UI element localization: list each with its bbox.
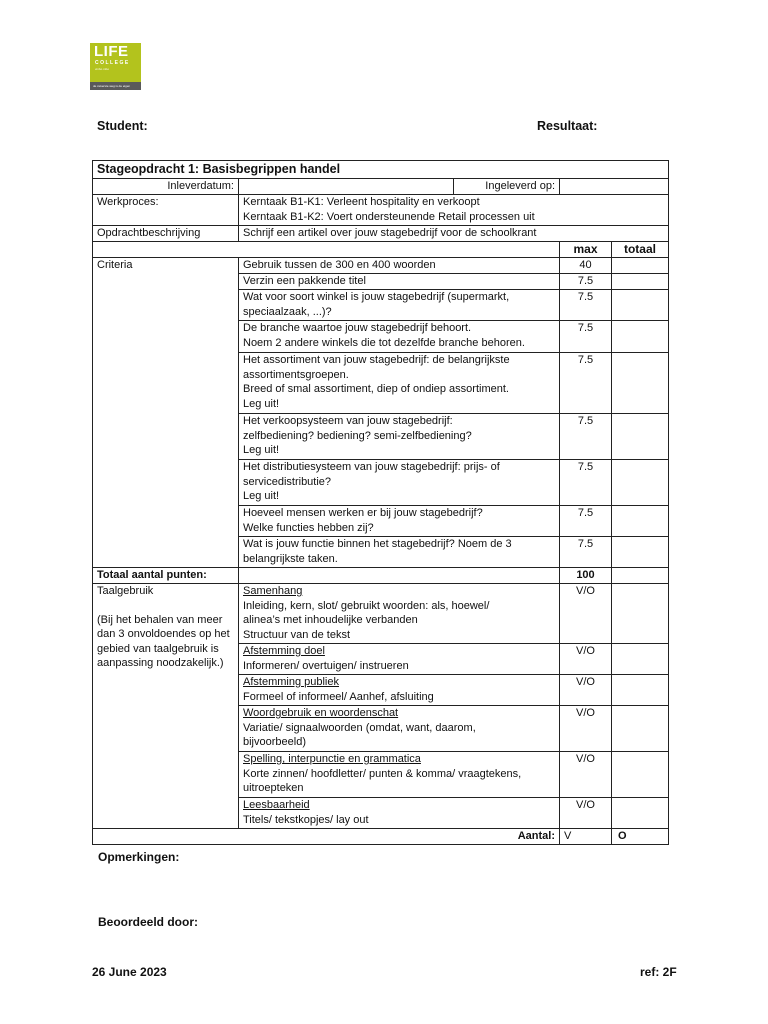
criteria-max: 40 [560, 258, 612, 274]
criteria-score-field[interactable] [612, 290, 669, 321]
taalgebruik-cell [93, 584, 239, 829]
taal-score: V/O [560, 752, 612, 798]
taal-criterion [239, 706, 560, 752]
taal-criterion-line: Variatie/ signaalwoorden (omdat, want, daarom, [243, 721, 476, 734]
taal-score-field[interactable] [612, 706, 669, 752]
taal-score-field[interactable] [612, 752, 669, 798]
taalgebruik-note: (Bij het behalen van meer dan 3 onvoldoendes op het gebied van taalgebruik is aanpassing noodzakelijk.) [97, 613, 230, 669]
criteria-text [239, 460, 560, 506]
criteria-line: Welke functies hebben zij? [243, 521, 374, 534]
taal-score: V/O [560, 798, 612, 829]
werkproces-label: Werkproces: [93, 195, 239, 226]
taal-criterion-line: Structuur van de tekst [243, 628, 350, 641]
taal-score-field[interactable] [612, 584, 669, 644]
criteria-text [239, 353, 560, 414]
logo-text-sub: vmbo mbo [95, 67, 110, 71]
taal-criterion-title: Afstemming doel [243, 645, 325, 657]
criteria-line: Het verkoopsysteem van jouw stagebedrijf: [243, 415, 453, 427]
opdracht-label: Opdrachtbeschrijving [93, 226, 239, 242]
criteria-text [239, 506, 560, 537]
taal-score: V/O [560, 644, 612, 675]
criteria-label: Criteria [93, 258, 239, 568]
criteria-line: assortimentsgroepen. [243, 368, 349, 381]
logo-tagline-bar [90, 82, 141, 90]
total-max: 100 [560, 568, 612, 584]
werkproces-line: Kerntaak B1-K1: Verleent hospitality en verkoopt [243, 196, 480, 208]
logo-tagline: de zekerste weg is de eigen [93, 84, 131, 88]
col-totaal-header: totaal [612, 242, 669, 258]
criteria-score-field[interactable] [612, 353, 669, 414]
criteria-line: zelfbediening? bediening? semi-zelfbediening? [243, 429, 472, 442]
criteria-line: Het distributiesysteem van jouw stagebedrijf: prijs- of [243, 461, 500, 473]
criteria-score-field[interactable] [612, 321, 669, 353]
taal-score: V/O [560, 675, 612, 706]
criteria-line: Noem 2 andere winkels die tot dezelfde branche behoren. [243, 336, 525, 349]
assessment-form-table [92, 160, 669, 845]
aantal-label: Aantal: [93, 829, 560, 845]
taal-criterion-title: Spelling, interpunctie en grammatica [243, 753, 421, 765]
werkproces-value [239, 195, 669, 226]
inleverdatum-label: Inleverdatum: [93, 179, 239, 195]
taal-criterion-line: uitroepteken [243, 782, 304, 794]
criteria-text [239, 290, 560, 321]
taal-criterion [239, 644, 560, 675]
opmerkingen-label: Opmerkingen: [98, 850, 180, 864]
taal-criterion-title: Leesbaarheid [243, 799, 310, 811]
criteria-line: Het assortiment van jouw stagebedrijf: de belangrijkste [243, 354, 510, 366]
taal-criterion [239, 798, 560, 829]
student-label: Student: [97, 119, 148, 133]
criteria-line: Leg uit! [243, 397, 280, 410]
criteria-max: 7.5 [560, 537, 612, 568]
criteria-score-field[interactable] [612, 258, 669, 274]
taal-criterion-line: bijvoorbeeld) [243, 736, 306, 748]
criteria-score-field[interactable] [612, 537, 669, 568]
inleverdatum-field[interactable] [239, 179, 454, 195]
criteria-text [239, 321, 560, 353]
taal-criterion [239, 675, 560, 706]
taal-score-field[interactable] [612, 644, 669, 675]
taalgebruik-label: Taalgebruik [97, 585, 154, 597]
criteria-line: Wat voor soort winkel is jouw stagebedrijf (supermarkt, [243, 291, 510, 303]
beoordeeld-label: Beoordeeld door: [98, 915, 199, 929]
taal-criterion-line: Inleiding, kern, slot/ gebruikt woorden: als, hoewel/ [243, 599, 490, 612]
form-title: Stageopdracht 1: Basisbegrippen handel [93, 161, 669, 179]
opdracht-value: Schrijf een artikel over jouw stagebedrijf voor de schoolkrant [239, 226, 669, 242]
criteria-text [239, 274, 560, 290]
criteria-text [239, 537, 560, 568]
footer-date: 26 June 2023 [92, 965, 167, 979]
taal-score: V/O [560, 584, 612, 644]
taal-criterion-line: alinea’s met inhoudelijke verbanden [243, 614, 418, 626]
criteria-line: belangrijkste taken. [243, 552, 338, 565]
criteria-line: Verzin een pakkende titel [243, 275, 366, 287]
criteria-line: speciaalzaak, ...)? [243, 305, 332, 318]
aantal-o: O [612, 829, 669, 845]
aantal-v: V [560, 829, 612, 845]
taal-criterion [239, 584, 560, 644]
total-spacer [239, 568, 560, 584]
werkproces-line: Kerntaak B1-K2: Voert ondersteunende Retail processen uit [243, 210, 535, 223]
criteria-max: 7.5 [560, 321, 612, 353]
logo-text-college: COLLEGE [95, 60, 130, 66]
total-score-field[interactable] [612, 568, 669, 584]
taal-score: V/O [560, 706, 612, 752]
criteria-line: Hoeveel mensen werken er bij jouw stagebedrijf? [243, 507, 483, 519]
criteria-line: Gebruik tussen de 300 en 400 woorden [243, 259, 436, 271]
criteria-max: 7.5 [560, 274, 612, 290]
life-college-logo [90, 43, 141, 90]
criteria-line: Wat is jouw functie binnen het stagebedrijf? Noem de 3 [243, 538, 512, 550]
criteria-score-field[interactable] [612, 506, 669, 537]
taal-criterion-line: Formeel of informeel/ Aanhef, afsluiting [243, 690, 434, 703]
criteria-max: 7.5 [560, 460, 612, 506]
criteria-line: De branche waartoe jouw stagebedrijf behoort. [243, 322, 472, 334]
criteria-line: Leg uit! [243, 490, 280, 502]
taal-criterion-line: Korte zinnen/ hoofdletter/ punten & komma/ vraagtekens, [243, 767, 522, 780]
ingeleverd-label: Ingeleverd op: [454, 179, 560, 195]
taal-criterion-line: Titels/ tekstkopjes/ lay out [243, 813, 369, 826]
taal-criterion-title: Samenhang [243, 585, 303, 597]
taal-score-field[interactable] [612, 675, 669, 706]
ingeleverd-field[interactable] [560, 179, 669, 195]
footer-ref: ref: 2F [640, 965, 677, 979]
criteria-score-field[interactable] [612, 460, 669, 506]
criteria-text [239, 414, 560, 460]
criteria-score-field[interactable] [612, 414, 669, 460]
criteria-max: 7.5 [560, 506, 612, 537]
criteria-line: servicedistributie? [243, 475, 332, 488]
criteria-max: 7.5 [560, 290, 612, 321]
criteria-text [239, 258, 560, 274]
criteria-score-field[interactable] [612, 274, 669, 290]
taal-criterion-title: Afstemming publiek [243, 676, 339, 688]
criteria-max: 7.5 [560, 353, 612, 414]
taal-criterion-line: Informeren/ overtuigen/ instrueren [243, 659, 409, 672]
criteria-line: Leg uit! [243, 444, 280, 456]
columns-spacer [93, 242, 560, 258]
result-label: Resultaat: [537, 119, 598, 133]
criteria-max: 7.5 [560, 414, 612, 460]
taal-criterion-title: Woordgebruik en woordenschat [243, 707, 399, 719]
total-label: Totaal aantal punten: [93, 568, 239, 584]
col-max-header: max [560, 242, 612, 258]
taal-score-field[interactable] [612, 798, 669, 829]
logo-text-life: LIFE [94, 43, 129, 60]
criteria-line: Breed of smal assortiment, diep of ondiep assortiment. [243, 383, 509, 395]
taal-criterion [239, 752, 560, 798]
